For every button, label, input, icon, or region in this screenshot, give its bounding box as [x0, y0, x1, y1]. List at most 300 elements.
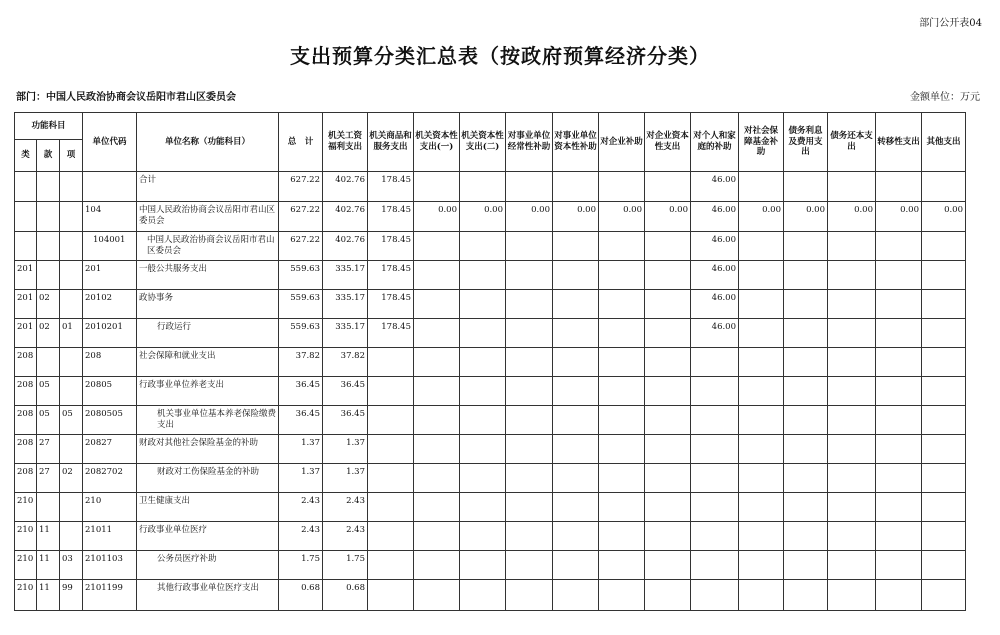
cell-amount	[922, 172, 966, 202]
cell-lei: 210	[15, 522, 37, 551]
cell-unit-code: 2101103	[83, 551, 137, 580]
cell-amount	[368, 493, 414, 522]
cell-amount	[784, 377, 828, 406]
cell-amount: 46.00	[691, 172, 739, 202]
cell-amount	[553, 319, 599, 348]
table-row	[15, 406, 966, 435]
cell-amount: 1.37	[323, 435, 368, 464]
cell-amount	[876, 319, 922, 348]
cell-unit-code: 104	[83, 202, 137, 232]
cell-amount	[460, 580, 506, 611]
cell-amount	[368, 406, 414, 435]
cell-amount: 46.00	[691, 290, 739, 319]
cell-amount	[368, 551, 414, 580]
cell-amount	[922, 261, 966, 290]
cell-amount	[553, 232, 599, 261]
cell-amount	[876, 435, 922, 464]
cell-amount	[828, 522, 876, 551]
cell-amount	[414, 435, 460, 464]
cell-amount: 37.82	[323, 348, 368, 377]
cell-unit-code: 104001	[83, 232, 137, 261]
header-func-subject: 功能科目	[15, 113, 83, 140]
cell-amount	[368, 522, 414, 551]
header-col: 对事业单位经常性补助	[506, 113, 553, 172]
cell-xiang	[60, 377, 83, 406]
cell-xiang: 03	[60, 551, 83, 580]
cell-amount: 1.75	[323, 551, 368, 580]
cell-unit-code: 2010201	[83, 319, 137, 348]
cell-amount	[506, 522, 553, 551]
table-row	[15, 435, 966, 464]
cell-amount	[506, 435, 553, 464]
cell-unit-name: 行政事业单位养老支出	[137, 377, 279, 406]
cell-unit-name: 财政对其他社会保险基金的补助	[137, 435, 279, 464]
cell-amount: 178.45	[368, 290, 414, 319]
cell-amount	[506, 580, 553, 611]
cell-amount	[828, 580, 876, 611]
cell-lei: 208	[15, 464, 37, 493]
header-kuan: 款	[37, 140, 60, 172]
header-col: 对社会保障基金补助	[739, 113, 784, 172]
cell-amount	[784, 261, 828, 290]
cell-amount	[739, 522, 784, 551]
header-total: 总 计	[279, 113, 323, 172]
cell-amount	[784, 348, 828, 377]
cell-amount	[739, 172, 784, 202]
cell-xiang	[60, 522, 83, 551]
cell-total: 559.63	[279, 261, 323, 290]
cell-amount	[828, 348, 876, 377]
cell-amount	[739, 319, 784, 348]
cell-unit-name: 中国人民政治协商会议岳阳市君山区委员会	[137, 202, 279, 232]
cell-amount	[460, 319, 506, 348]
cell-amount	[368, 435, 414, 464]
cell-unit-name: 中国人民政治协商会议岳阳市君山区委员会	[137, 232, 279, 261]
cell-amount	[691, 435, 739, 464]
cell-amount	[876, 261, 922, 290]
table-row	[15, 319, 966, 348]
expenditure-table	[14, 112, 966, 611]
table-row	[15, 290, 966, 319]
cell-amount	[506, 464, 553, 493]
cell-amount	[599, 232, 645, 261]
cell-amount: 0.00	[414, 202, 460, 232]
cell-amount	[784, 580, 828, 611]
cell-amount	[784, 232, 828, 261]
cell-amount	[922, 522, 966, 551]
cell-amount	[553, 172, 599, 202]
cell-kuan: 11	[37, 522, 60, 551]
cell-unit-name: 其他行政事业单位医疗支出	[137, 580, 279, 611]
cell-amount	[414, 464, 460, 493]
cell-amount	[645, 377, 691, 406]
cell-amount	[691, 406, 739, 435]
cell-amount	[784, 172, 828, 202]
cell-amount	[368, 377, 414, 406]
cell-amount: 0.00	[876, 202, 922, 232]
cell-xiang	[60, 290, 83, 319]
cell-amount	[645, 172, 691, 202]
table-row	[15, 172, 966, 202]
cell-kuan	[37, 172, 60, 202]
cell-amount	[553, 290, 599, 319]
cell-amount	[414, 406, 460, 435]
cell-amount	[784, 522, 828, 551]
cell-amount	[876, 580, 922, 611]
cell-lei: 208	[15, 377, 37, 406]
cell-amount	[414, 493, 460, 522]
cell-amount	[645, 290, 691, 319]
amount-unit-label: 金额单位：万元	[910, 92, 980, 103]
cell-unit-code: 2080505	[83, 406, 137, 435]
cell-unit-code: 20102	[83, 290, 137, 319]
cell-amount	[922, 551, 966, 580]
cell-amount	[784, 551, 828, 580]
cell-amount	[739, 551, 784, 580]
cell-unit-code: 208	[83, 348, 137, 377]
cell-amount	[922, 406, 966, 435]
cell-amount	[599, 377, 645, 406]
cell-kuan: 27	[37, 435, 60, 464]
cell-amount	[599, 348, 645, 377]
cell-total: 2.43	[279, 493, 323, 522]
cell-amount: 2.43	[323, 493, 368, 522]
cell-amount	[691, 551, 739, 580]
cell-amount	[784, 290, 828, 319]
cell-amount: 46.00	[691, 232, 739, 261]
cell-lei: 210	[15, 580, 37, 611]
cell-amount: 0.00	[506, 202, 553, 232]
cell-amount	[460, 172, 506, 202]
cell-amount	[828, 551, 876, 580]
header-col: 债务还本支出	[828, 113, 876, 172]
cell-lei: 201	[15, 290, 37, 319]
cell-kuan: 05	[37, 377, 60, 406]
cell-unit-code: 2101199	[83, 580, 137, 611]
cell-amount	[876, 172, 922, 202]
cell-xiang	[60, 348, 83, 377]
cell-amount	[691, 377, 739, 406]
cell-xiang	[60, 172, 83, 202]
cell-amount	[645, 551, 691, 580]
cell-lei	[15, 172, 37, 202]
header-col: 机关商品和服务支出	[368, 113, 414, 172]
cell-amount	[599, 580, 645, 611]
cell-amount	[876, 406, 922, 435]
cell-amount: 0.68	[323, 580, 368, 611]
cell-amount: 178.45	[368, 172, 414, 202]
table-row	[15, 232, 966, 261]
header-col: 机关资本性支出(二)	[460, 113, 506, 172]
cell-amount: 402.76	[323, 232, 368, 261]
cell-amount	[506, 290, 553, 319]
cell-amount: 1.37	[323, 464, 368, 493]
cell-unit-code: 20805	[83, 377, 137, 406]
cell-amount	[645, 493, 691, 522]
cell-amount: 0.00	[460, 202, 506, 232]
cell-amount: 36.45	[323, 377, 368, 406]
cell-total: 627.22	[279, 172, 323, 202]
cell-lei	[15, 202, 37, 232]
cell-amount	[599, 435, 645, 464]
cell-lei: 201	[15, 319, 37, 348]
cell-amount	[599, 493, 645, 522]
header-unit-name: 单位名称（功能科目）	[137, 113, 279, 172]
cell-amount	[828, 406, 876, 435]
header-col: 债务利息及费用支出	[784, 113, 828, 172]
cell-amount: 0.00	[645, 202, 691, 232]
cell-amount	[784, 493, 828, 522]
header-col: 对企业补助	[599, 113, 645, 172]
cell-amount: 178.45	[368, 202, 414, 232]
cell-amount	[414, 290, 460, 319]
table-row	[15, 377, 966, 406]
cell-amount	[553, 522, 599, 551]
cell-amount	[876, 464, 922, 493]
cell-amount	[414, 377, 460, 406]
cell-amount	[784, 406, 828, 435]
cell-amount: 46.00	[691, 261, 739, 290]
cell-xiang: 01	[60, 319, 83, 348]
cell-total: 36.45	[279, 406, 323, 435]
cell-amount	[828, 377, 876, 406]
cell-kuan: 02	[37, 290, 60, 319]
cell-unit-name: 社会保障和就业支出	[137, 348, 279, 377]
cell-xiang	[60, 232, 83, 261]
cell-amount	[691, 493, 739, 522]
cell-amount	[922, 232, 966, 261]
cell-unit-code: 21011	[83, 522, 137, 551]
cell-amount	[599, 406, 645, 435]
cell-total: 1.37	[279, 464, 323, 493]
header-xiang: 项	[60, 140, 83, 172]
cell-kuan	[37, 261, 60, 290]
cell-amount	[645, 319, 691, 348]
cell-amount	[828, 319, 876, 348]
cell-amount	[645, 406, 691, 435]
cell-amount	[922, 290, 966, 319]
cell-xiang	[60, 261, 83, 290]
table-row	[15, 493, 966, 522]
cell-amount	[828, 261, 876, 290]
cell-amount	[460, 348, 506, 377]
cell-amount	[599, 464, 645, 493]
cell-amount	[739, 377, 784, 406]
cell-amount	[739, 493, 784, 522]
cell-amount	[876, 290, 922, 319]
cell-amount	[828, 435, 876, 464]
cell-amount	[414, 319, 460, 348]
cell-unit-name: 一般公共服务支出	[137, 261, 279, 290]
cell-unit-code: 210	[83, 493, 137, 522]
cell-amount: 0.00	[739, 202, 784, 232]
cell-amount	[876, 348, 922, 377]
cell-amount	[460, 261, 506, 290]
cell-amount: 178.45	[368, 319, 414, 348]
cell-amount: 178.45	[368, 261, 414, 290]
cell-amount	[828, 464, 876, 493]
cell-amount: 46.00	[691, 319, 739, 348]
cell-unit-code	[83, 172, 137, 202]
cell-amount	[828, 232, 876, 261]
cell-total: 1.75	[279, 551, 323, 580]
page-number-label: 部门公开表04	[919, 18, 982, 29]
cell-xiang: 02	[60, 464, 83, 493]
cell-amount: 2.43	[323, 522, 368, 551]
cell-amount	[506, 551, 553, 580]
cell-amount	[599, 172, 645, 202]
cell-amount	[876, 377, 922, 406]
cell-amount	[922, 493, 966, 522]
header-col: 机关资本性支出(一)	[414, 113, 460, 172]
header-col: 对事业单位资本性补助	[553, 113, 599, 172]
cell-lei	[15, 232, 37, 261]
cell-xiang	[60, 493, 83, 522]
cell-kuan	[37, 202, 60, 232]
cell-amount: 178.45	[368, 232, 414, 261]
cell-amount	[739, 580, 784, 611]
cell-amount	[645, 580, 691, 611]
cell-amount	[414, 580, 460, 611]
cell-total: 36.45	[279, 377, 323, 406]
cell-amount	[876, 551, 922, 580]
cell-amount	[739, 348, 784, 377]
cell-amount	[553, 551, 599, 580]
cell-amount	[506, 377, 553, 406]
cell-amount	[599, 551, 645, 580]
cell-amount	[599, 261, 645, 290]
cell-amount	[739, 232, 784, 261]
cell-amount	[922, 580, 966, 611]
cell-amount	[739, 406, 784, 435]
cell-total: 0.68	[279, 580, 323, 611]
cell-amount	[368, 580, 414, 611]
cell-amount: 335.17	[323, 261, 368, 290]
page-title: 支出预算分类汇总表（按政府预算经济分类）	[290, 44, 710, 68]
cell-amount	[828, 493, 876, 522]
cell-amount	[876, 493, 922, 522]
table-row	[15, 580, 966, 611]
cell-xiang	[60, 202, 83, 232]
cell-amount	[828, 290, 876, 319]
cell-amount	[739, 435, 784, 464]
cell-xiang: 99	[60, 580, 83, 611]
cell-amount	[368, 464, 414, 493]
cell-amount: 0.00	[828, 202, 876, 232]
cell-amount	[739, 261, 784, 290]
cell-amount	[553, 261, 599, 290]
cell-kuan: 11	[37, 580, 60, 611]
cell-unit-name: 政协事务	[137, 290, 279, 319]
cell-amount	[414, 172, 460, 202]
cell-amount	[460, 435, 506, 464]
cell-amount	[414, 522, 460, 551]
cell-amount	[506, 319, 553, 348]
cell-amount	[460, 377, 506, 406]
cell-amount	[784, 435, 828, 464]
table-row	[15, 348, 966, 377]
cell-amount	[922, 435, 966, 464]
cell-unit-name: 公务员医疗补助	[137, 551, 279, 580]
cell-amount	[460, 464, 506, 493]
cell-amount	[645, 261, 691, 290]
cell-unit-code: 2082702	[83, 464, 137, 493]
cell-amount: 36.45	[323, 406, 368, 435]
cell-amount	[414, 551, 460, 580]
cell-xiang	[60, 435, 83, 464]
cell-kuan: 02	[37, 319, 60, 348]
cell-total: 627.22	[279, 232, 323, 261]
cell-total: 2.43	[279, 522, 323, 551]
cell-amount	[645, 232, 691, 261]
cell-kuan: 11	[37, 551, 60, 580]
cell-kuan: 27	[37, 464, 60, 493]
cell-amount: 0.00	[784, 202, 828, 232]
cell-amount	[553, 348, 599, 377]
cell-unit-name: 行政事业单位医疗	[137, 522, 279, 551]
cell-unit-name: 机关事业单位基本养老保险缴费支出	[137, 406, 279, 435]
cell-amount	[506, 232, 553, 261]
cell-amount	[553, 377, 599, 406]
cell-amount	[460, 290, 506, 319]
cell-amount	[691, 522, 739, 551]
cell-amount: 0.00	[553, 202, 599, 232]
header-col: 对个人和家庭的补助	[691, 113, 739, 172]
cell-amount	[645, 348, 691, 377]
cell-amount	[368, 348, 414, 377]
cell-total: 1.37	[279, 435, 323, 464]
cell-lei: 210	[15, 551, 37, 580]
cell-unit-name: 卫生健康支出	[137, 493, 279, 522]
cell-amount	[691, 348, 739, 377]
cell-amount	[691, 580, 739, 611]
cell-amount	[414, 261, 460, 290]
cell-amount	[922, 377, 966, 406]
department-label: 部门：中国人民政治协商会议岳阳市君山区委员会	[16, 92, 236, 103]
cell-kuan	[37, 232, 60, 261]
cell-lei: 201	[15, 261, 37, 290]
header-col: 机关工资福利支出	[323, 113, 368, 172]
cell-amount	[460, 232, 506, 261]
cell-amount	[506, 406, 553, 435]
cell-amount	[784, 464, 828, 493]
cell-total: 627.22	[279, 202, 323, 232]
cell-lei: 208	[15, 348, 37, 377]
cell-unit-name: 行政运行	[137, 319, 279, 348]
cell-amount	[828, 172, 876, 202]
cell-lei: 208	[15, 435, 37, 464]
cell-amount	[784, 319, 828, 348]
cell-amount: 46.00	[691, 202, 739, 232]
table-row	[15, 522, 966, 551]
cell-unit-code: 201	[83, 261, 137, 290]
cell-amount	[645, 522, 691, 551]
cell-lei: 208	[15, 406, 37, 435]
table-row	[15, 551, 966, 580]
cell-amount	[506, 172, 553, 202]
cell-amount	[553, 435, 599, 464]
cell-total: 559.63	[279, 319, 323, 348]
cell-amount	[876, 232, 922, 261]
cell-unit-name: 合计	[137, 172, 279, 202]
cell-amount	[553, 464, 599, 493]
cell-amount	[460, 493, 506, 522]
cell-xiang: 05	[60, 406, 83, 435]
cell-amount	[645, 435, 691, 464]
header-col: 其他支出	[922, 113, 966, 172]
cell-amount: 0.00	[599, 202, 645, 232]
cell-amount	[876, 522, 922, 551]
